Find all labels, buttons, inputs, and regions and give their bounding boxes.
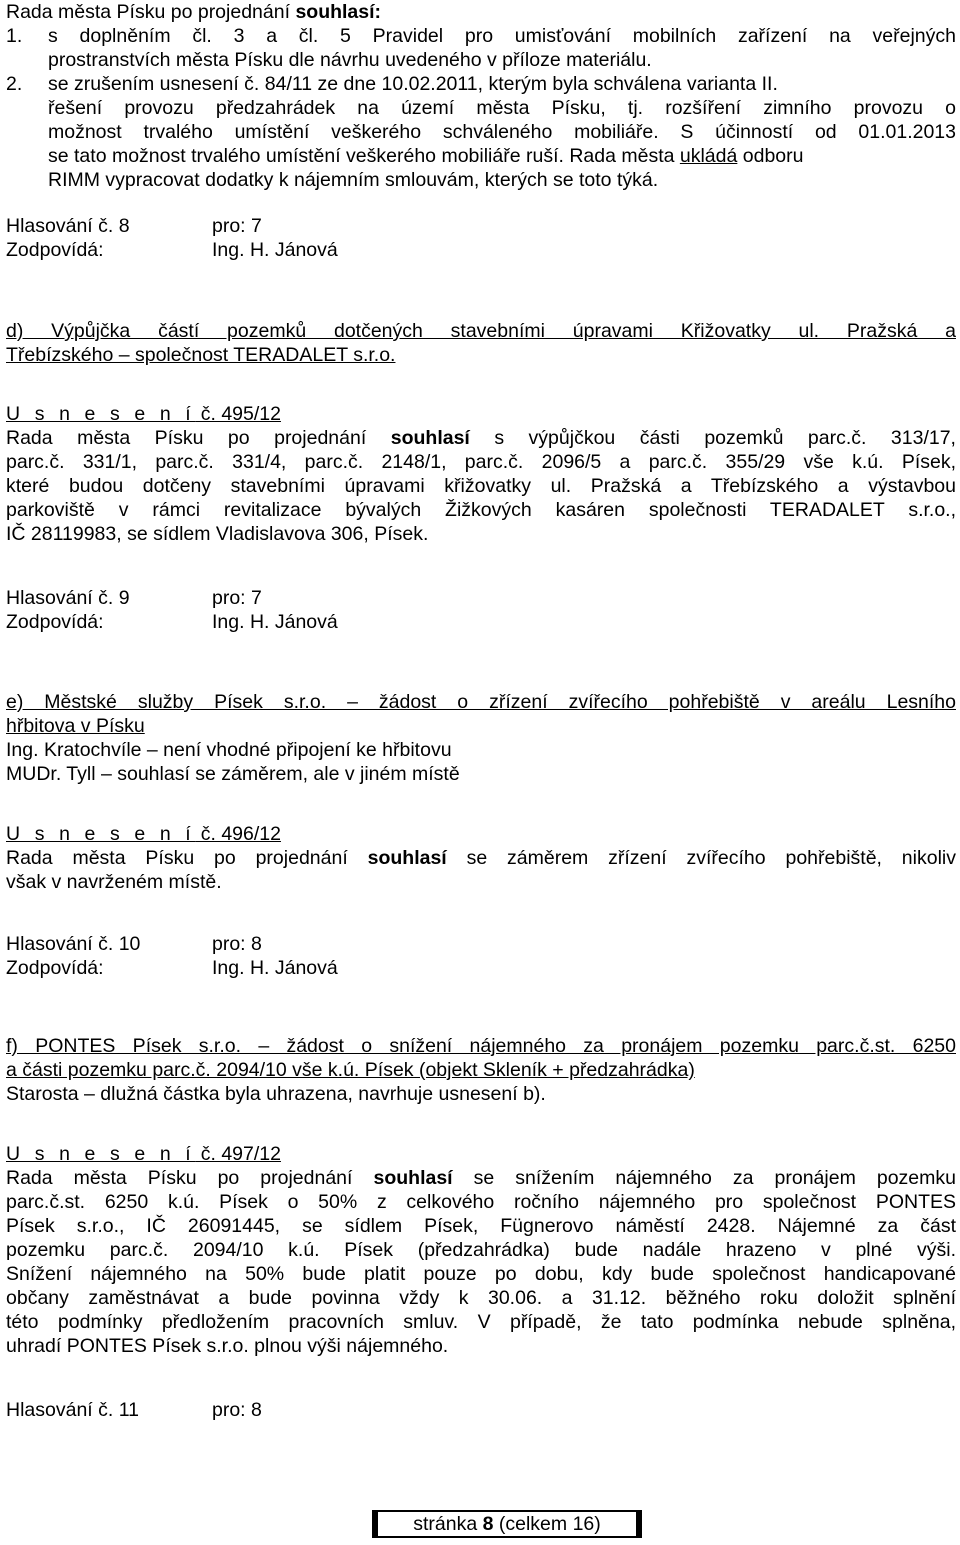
section-f-heading-cont: a části pozemku parc.č. 2094/10 vše k.ú. Písek (objekt Skleník + předzahrádka) [6,1059,695,1081]
resolution-text: však v navrženém místě. [6,871,222,893]
intro-line: Rada města Písku po projednání souhlasí: [6,1,382,23]
resolution-text: které budou dotčeny stavebními úpravami křižovatky ul. Pražská a Třebízského a výstavbou [6,475,956,497]
resolution-text: Písek s.r.o., IČ 26091445, se sídlem Písek, Fügnerovo náměstí 2428. Nájemné za část [6,1215,956,1237]
resolution-label: U s n e s e n í č. 495/12 [6,403,281,425]
document-page: Rada města Písku po projednání souhlasí: 1. s doplněním čl. 3 a čl. 5 Pravidel pro umisťování mobilních zařízení na veřejných prostranstvích města Písku dle návrhu uvedeného v příloze materiálu. 2. se zrušením usnesení č. 84/11 ze dne 10.02.2011, kterým byla schválena varianta II. řešení provozu předzahrádek na území města Písku, tj. rozšíření zimního provozu o možnost trvalého umístění veškerého schváleného mobiliáře. S účinností od 01.01.2013 se tato možnost trvalého umístění veškerého mobiliáře ruší. Rada města ukládá odboru RIMM vypracovat dodatky k nájemním smlouvám, kterých se toto týká. Hlasování č. 8 pro: 7 Zodpovídá: Ing. H. Jánová d) Výpůjčka částí pozemků dotčených stavebními úpravami Křižovatky ul. Pražská a Třebízského – společnost TERADALET s.r.o. U s n e s e n í č. 495/12 Rada města Písku po projednání souhlasí s výpůjčkou části pozemků parc.č. 313/17, parc.č. 331/1, parc.č. 331/4, parc.č. 2148/1, parc.č. 2096/5 a parc.č. 355/29 vše k.ú. Písek, které budou dotčeny stavebními úpravami křižovatky ul. Pražská a Třebízského a výstavbou parkoviště v rámci revitalizace bývalých Žižkových kasáren společnosti TERADALET s.r.o., IČ 28119983, se sídlem Vladislavova 306, Písek. Hlasování č. 9 pro: 7 Zodpovídá: Ing. H. Jánová e) Městské služby Písek s.r.o. – žádost o zřízení zvířecího pohřebiště v areálu Lesního hřbitova v Písku Ing. Kratochvíle – není vhodné připojení ke hřbitovu MUDr. Tyll – souhlasí se záměrem, ale v jiném místě U s n e s e n í č. 496/12 Rada města Písku po projednání souhlasí se záměrem zřízení zvířecího pohřebiště, nikoliv však v navrženém místě. Hlasování č. 10 pro: 8 Zodpovídá: Ing. H. Jánová f) PONTES Písek s.r.o. – žádost o snížení nájemného za pronájem pozemku parc.č.st. 6250 a části pozemku parc.č. 2094/10 vše k.ú. Písek (objekt Skleník + předzahrádka) Starosta – dlužná částka byla uhrazena, navrhuje usnesení b). U s n e s e n í č. 497/12 Rada města Písku po projednání souhlasí se snížením nájemného za pronájem pozemku parc.č.st. 6250 k.ú. Písek o 50% z celkového ročního nájemného pro společnost PONTES Písek s.r.o., IČ 26091445, se sídlem Písek, Fügnerovo náměstí 2428. Nájemné za část pozemku parc.č. 2094/10 k.ú. Písek (předzahrádka) bude nadále hrazeno v plné výši. Snížení nájemného na 50% bude platit pouze po dobu, kdy bude společnost handicapované občany zaměstnávat a bude povinna vždy k 30.06. a 31.12. běžného roku doložit splnění této podmínky předložením pracovních smluv. V případě, že tato podmínka nebude splněna, uhradí PONTES Písek s.r.o. plnou výši nájemného. Hlasování č. 11 pro: 8 stránka 8 (celkem 16) [0,0,960,1545]
vote-line: Hlasování č. 9 pro: 7 [6,587,262,609]
list-item-2-cont: řešení provozu předzahrádek na území města Písku, tj. rozšíření zimního provozu o [48,97,956,119]
resolution-text: Rada města Písku po projednání souhlasí se záměrem zřízení zvířecího pohřebiště, nikoliv [6,847,956,869]
resolution-text: uhradí PONTES Písek s.r.o. plnou výši nájemného. [6,1335,449,1357]
resolution-text: Snížení nájemného na 50% bude platit pouze po dobu, kdy bude společnost handicapované [6,1263,956,1285]
note-line: Ing. Kratochvíle – není vhodné připojení ke hřbitovu [6,739,452,761]
section-f-heading: f) PONTES Písek s.r.o. – žádost o snížení nájemného za pronájem pozemku parc.č.st. 6250 [6,1035,956,1057]
resolution-text: Rada města Písku po projednání souhlasí s výpůjčkou části pozemků parc.č. 313/17, [6,427,956,449]
note-line: MUDr. Tyll – souhlasí se záměrem, ale v jiném místě [6,763,460,785]
resolution-text: IČ 28119983, se sídlem Vladislavova 306, Písek. [6,523,429,545]
resolution-text: parkoviště v rámci revitalizace bývalých Žižkových kasáren společnosti TERADALET s.r.o., [6,499,956,521]
responsible-line: Zodpovídá: Ing. H. Jánová [6,239,338,261]
section-e-heading-cont: hřbitova v Písku [6,715,145,737]
section-d-heading: d) Výpůjčka částí pozemků dotčených stavebními úpravami Křižovatky ul. Pražská a [6,320,956,342]
note-line: Starosta – dlužná částka byla uhrazena, navrhuje usnesení b). [6,1083,546,1105]
list-item-2-cont: RIMM vypracovat dodatky k nájemním smlouvám, kterých se toto týká. [48,169,659,191]
resolution-text: parc.č.st. 6250 k.ú. Písek o 50% z celkového ročního nájemného pro společnost PONTES [6,1191,956,1213]
vote-line: Hlasování č. 10 pro: 8 [6,933,262,955]
list-item-2-cont: se tato možnost trvalého umístění veškerého mobiliáře ruší. Rada města ukládá odboru [48,145,804,167]
list-item-2-cont: možnost trvalého umístění veškerého schváleného mobiliáře. S účinností od 01.01.2013 [48,121,956,143]
responsible-line: Zodpovídá: Ing. H. Jánová [6,611,338,633]
resolution-text: občany zaměstnávat a bude povinna vždy k 30.06. a 31.12. běžného roku doložit splnění [6,1287,956,1309]
page-number-box: stránka 8 (celkem 16) [372,1510,642,1538]
list-item-1-cont: prostranstvích města Písku dle návrhu uvedeného v příloze materiálu. [48,49,652,71]
vote-line: Hlasování č. 8 pro: 7 [6,215,262,237]
section-d-heading-cont: Třebízského – společnost TERADALET s.r.o. [6,344,396,366]
responsible-line: Zodpovídá: Ing. H. Jánová [6,957,338,979]
resolution-label: U s n e s e n í č. 497/12 [6,1143,281,1165]
resolution-text: pozemku parc.č. 2094/10 k.ú. Písek (předzahrádka) bude nadále hrazeno v plné výši. [6,1239,956,1261]
resolution-text: této podmínky předložením pracovních smluv. V případě, že tato podmínka nebude splněna, [6,1311,956,1333]
resolution-text: Rada města Písku po projednání souhlasí se snížením nájemného za pronájem pozemku [6,1167,956,1189]
vote-line: Hlasování č. 11 pro: 8 [6,1399,262,1421]
section-e-heading: e) Městské služby Písek s.r.o. – žádost o zřízení zvířecího pohřebiště v areálu Lesního [6,691,956,713]
resolution-text: parc.č. 331/1, parc.č. 331/4, parc.č. 2148/1, parc.č. 2096/5 a parc.č. 355/29 vše k.ú. Písek, [6,451,956,473]
resolution-label: U s n e s e n í č. 496/12 [6,823,281,845]
